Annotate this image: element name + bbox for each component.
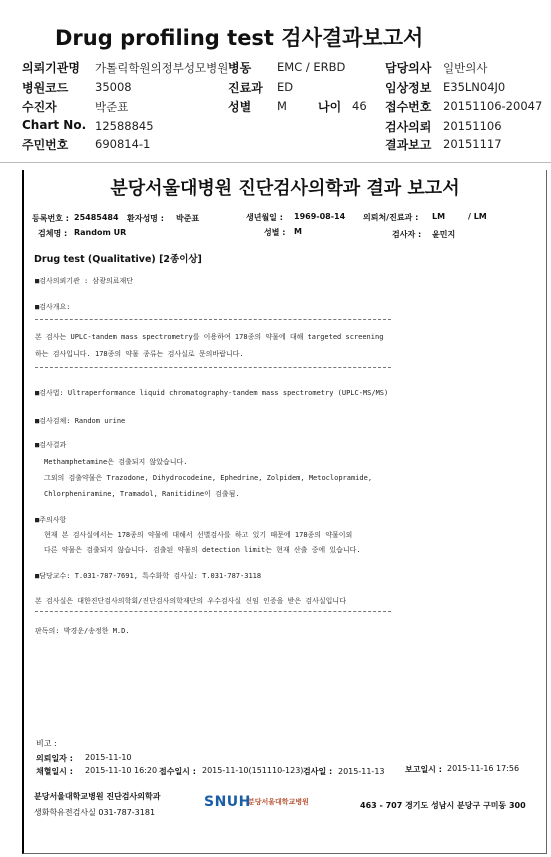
label-chart-no: Chart No. xyxy=(22,118,87,132)
test-specimen: ■검사검체: Random urine xyxy=(35,417,126,425)
caution-line-2: 다른 약물은 검출되지 않습니다. 검출된 약물의 detection limit는 현재 산출 중에 있습니다. xyxy=(44,546,361,554)
result-line-3: Chlorpheniramine, Tramadol, Ranitidine이 검출됨. xyxy=(44,490,240,498)
label-requesting-institution: 의뢰기관명 xyxy=(22,61,80,75)
report-main-title: Drug profiling test 검사결과보고서 xyxy=(55,26,424,50)
patient-name-label: 환자성명 : xyxy=(127,214,164,223)
test-date-value: 2015-11-13 xyxy=(338,767,385,776)
test-date-label: 검사일 : xyxy=(303,767,333,776)
reg-number-value: 25485484 xyxy=(74,213,119,222)
label-test-request: 검사의뢰 xyxy=(385,120,432,134)
snuh-logo-subtitle: 분당서울대학교병원 xyxy=(248,798,309,806)
snuh-logo: SNUH xyxy=(204,794,251,810)
label-sex: 성별 xyxy=(228,100,252,114)
reading-doctor: 판독의: 박경운/송정한 M.D. xyxy=(35,627,130,635)
cert-divider xyxy=(35,611,391,612)
label-department: 진료과 xyxy=(228,81,263,95)
certification-note: 본 검사실은 대한진단검사의학회/진단검사의학재단의 우수검사실 신임 인증을 받은 검사실입니다 xyxy=(35,597,346,605)
sex-value: M xyxy=(294,227,302,236)
report-title: 분당서울대병원 진단검사의학과 결과 보고서 xyxy=(110,178,460,199)
value-age: 46 xyxy=(352,99,367,113)
label-resident-number: 주민번호 xyxy=(22,138,69,152)
footer-phone: 생화학유전검사실 031-787-3181 xyxy=(34,808,156,817)
dept-label: 의뢰처/진료과 : xyxy=(363,213,419,222)
specimen-label: 검체명 : xyxy=(38,229,68,238)
report-date-value: 2015-11-16 17:56 xyxy=(447,764,520,773)
scanned-report xyxy=(22,170,547,854)
collection-label: 채혈일시 : xyxy=(36,767,73,776)
birth-date-value: 1969-08-14 xyxy=(294,212,346,221)
specimen-value: Random UR xyxy=(74,228,127,237)
label-result-report: 결과보고 xyxy=(385,138,432,152)
receipt-value: 2015-11-10(151110-123) xyxy=(202,766,304,775)
value-department: ED xyxy=(277,80,294,94)
value-requesting-institution: 가톨릭학원의정부성모병원 xyxy=(95,61,229,75)
overview-divider-top xyxy=(35,319,391,320)
contact-info: ■담당교수: T.031-787-7691, 특수화학 검사실: T.031-787-3118 xyxy=(35,572,262,580)
request-date-label: 의뢰일자 : xyxy=(36,754,73,763)
value-receipt-number: 20151106-20047 xyxy=(443,99,543,113)
footer-department: 분당서울대학교병원 진단검사의학과 xyxy=(34,792,161,801)
tester-label: 검사자 : xyxy=(392,230,422,239)
birth-date-label: 생년월일 : xyxy=(246,213,283,222)
value-sex: M xyxy=(277,99,287,113)
request-date-value: 2015-11-10 xyxy=(85,753,132,762)
reg-number-label: 등록번호 : xyxy=(32,214,69,223)
dept-value-2: / LM xyxy=(468,212,487,221)
label-doctor: 담당의사 xyxy=(385,61,432,75)
report-date-label: 보고일시 : xyxy=(405,765,442,774)
dept-value-1: LM xyxy=(432,212,446,221)
value-result-report: 20151117 xyxy=(443,137,502,151)
result-line-1: Methamphetamine은 검출되지 않았습니다. xyxy=(44,458,188,466)
value-doctor: 일반의사 xyxy=(443,61,488,75)
collection-value: 2015-11-10 16:20 xyxy=(85,766,158,775)
value-patient: 박준표 xyxy=(95,100,129,114)
test-method: ■검사법: Ultraperformance liquid chromatography-tandem mass spectrometry (UPLC-MS/MS) xyxy=(35,389,389,397)
value-ward: EMC / ERBD xyxy=(277,60,346,74)
sex-label: 성별 : xyxy=(264,228,286,237)
label-age: 나이 xyxy=(318,100,342,114)
result-heading: ■검사결과 xyxy=(35,441,67,449)
label-clinical-info: 임상정보 xyxy=(385,81,432,95)
value-hospital-code: 35008 xyxy=(95,80,132,94)
label-ward: 병동 xyxy=(228,61,252,75)
caution-line-1: 현재 본 검사실에서는 178종의 약물에 대해서 선별검사를 하고 있기 때문에 178종의 약물이외 xyxy=(44,531,353,539)
label-hospital-code: 병원코드 xyxy=(22,81,69,95)
value-chart-no: 12588845 xyxy=(95,119,154,133)
receipt-label: 접수일시 : xyxy=(159,767,196,776)
remark-label: 비고 : xyxy=(36,739,57,748)
patient-name-value: 박준표 xyxy=(176,214,200,223)
tester-value: 윤민지 xyxy=(432,230,456,239)
label-patient: 수진자 xyxy=(22,100,57,114)
overview-line-2: 하는 검사입니다. 178종의 약물 종류는 검사실로 문의바랍니다. xyxy=(35,350,244,358)
overview-heading: ■검사개요: xyxy=(35,303,71,311)
label-receipt-number: 접수번호 xyxy=(385,100,432,114)
test-name: Drug test (Qualitative) [2종이상] xyxy=(34,254,202,265)
requesting-lab: ■검사의뢰기관 : 삼광의료재단 xyxy=(35,277,134,285)
overview-line-1: 본 검사는 UPLC-tandem mass spectrometry를 이용하여 178종의 약물에 대해 targeted screening xyxy=(35,333,384,341)
overview-divider-bottom xyxy=(35,367,391,368)
result-line-2: 그외의 검출약물은 Trazodone, Dihydrocodeine, Ephedrine, Zolpidem, Metoclopramide, xyxy=(44,474,373,482)
value-clinical-info: E35LN04J0 xyxy=(443,80,506,94)
hospital-address: 463 - 707 경기도 성남시 분당구 구미동 300 xyxy=(360,801,526,810)
value-resident-number: 690814-1 xyxy=(95,137,151,151)
header-divider xyxy=(0,162,551,163)
value-test-request: 20151106 xyxy=(443,119,502,133)
caution-heading: ■주의사항 xyxy=(35,516,67,524)
